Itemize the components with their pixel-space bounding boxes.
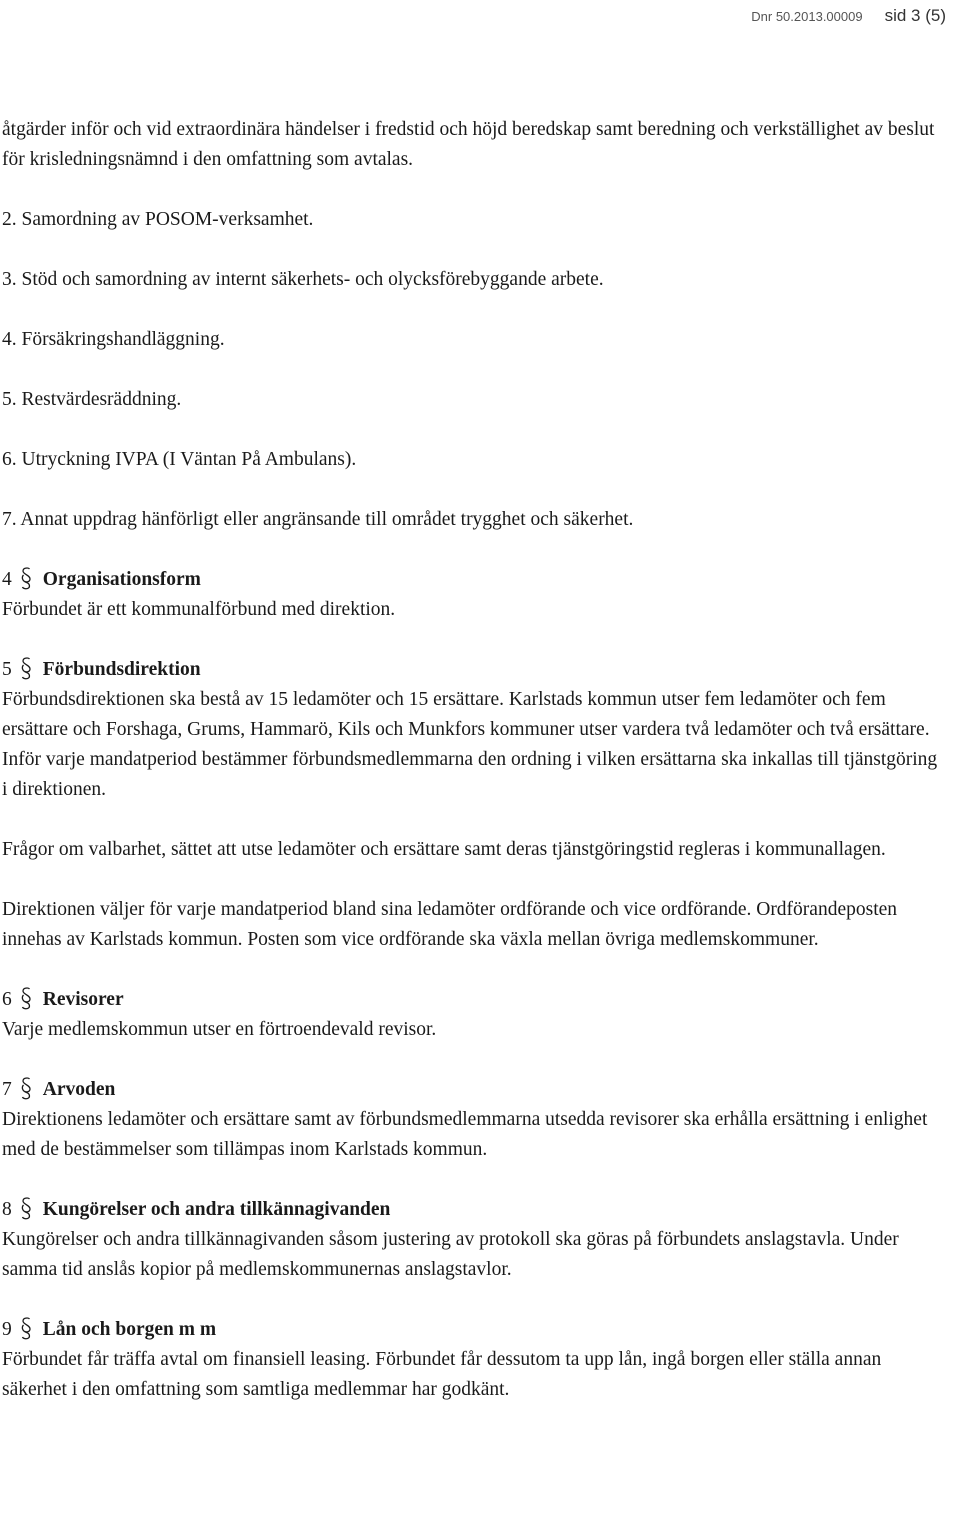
- list-item: 6. Utryckning IVPA (I Väntan På Ambulans).: [2, 449, 357, 470]
- section-text: Frågor om valbarhet, sättet att utse ledamöter och ersättare samt deras tjänstgöringstid regleras i kommunallagen.: [2, 839, 886, 860]
- paragraph-sign-icon: [18, 1076, 35, 1100]
- task-list: [2, 205, 947, 535]
- section-heading: [2, 1075, 947, 1105]
- page-header: [751, 6, 946, 26]
- section-organisationsform: [2, 565, 947, 625]
- list-item: 4. Försäkringshandläggning.: [2, 329, 225, 350]
- section-title: Revisorer: [42, 989, 124, 1010]
- section-heading: [2, 1315, 947, 1345]
- section-text: Kungörelser och andra tillkännagivanden såsom justering av protokoll ska göras på förbundets anslagstavla. Under samma tid anslås kopior på medlemskommunernas anslagstavlor.: [2, 1229, 899, 1280]
- paragraph-sign-icon: [18, 656, 35, 680]
- page-number: sid 3 (5): [884, 6, 946, 25]
- section-heading: [2, 1195, 947, 1225]
- section-text: Direktionens ledamöter och ersättare samt av förbundsmedlemmarna utsedda revisorer ska erhålla ersättning i enlighet med de bestämmelser som tillämpas inom Karlstads kommun.: [2, 1109, 928, 1160]
- list-item: 5. Restvärdesräddning.: [2, 389, 182, 410]
- paragraph-sign-icon: [18, 566, 35, 590]
- section-title: Förbundsdirektion: [42, 659, 201, 680]
- list-item: 2. Samordning av POSOM-verksamhet.: [2, 209, 314, 230]
- section-number: 4: [2, 569, 12, 590]
- paragraph-sign-icon: [18, 1316, 35, 1340]
- section-lan-och-borgen: [2, 1315, 947, 1405]
- section-heading: [2, 985, 947, 1015]
- section-text: Förbundsdirektionen ska bestå av 15 ledamöter och 15 ersättare. Karlstads kommun utser fem ledamöter och fem ersättare och Forshaga, Grums, Hammarö, Kils och Munkfors kommuner utser vardera två ledamöter och två ersättare. Inför varje mandatperiod bestämmer förbundsmedlemmarna den ordning i vilken ersättarna ska inkallas till tjänstgöring i direktionen.: [2, 689, 938, 800]
- list-item: 3. Stöd och samordning av internt säkerhets- och olycksförebyggande arbete.: [2, 269, 604, 290]
- section-title: Organisationsform: [42, 569, 201, 590]
- paragraph-sign-icon: [18, 986, 35, 1010]
- section-text: Varje medlemskommun utser en förtroendevald revisor.: [2, 1019, 437, 1040]
- section-title: Lån och borgen m m: [42, 1319, 217, 1340]
- section-forbundsdirektion: [2, 655, 947, 955]
- section-number: 5: [2, 659, 12, 680]
- section-arvoden: [2, 1075, 947, 1165]
- section-title: Arvoden: [42, 1079, 116, 1100]
- section-title: Kungörelser och andra tillkännagivanden: [42, 1199, 391, 1220]
- paragraph-sign-icon: [18, 1196, 35, 1220]
- section-text: Förbundet är ett kommunalförbund med direktion.: [2, 599, 396, 620]
- section-number: 9: [2, 1319, 12, 1340]
- section-heading: [2, 565, 947, 595]
- section-number: 7: [2, 1079, 12, 1100]
- document-number: Dnr 50.2013.00009: [751, 9, 863, 24]
- section-heading: [2, 655, 947, 685]
- intro-paragraph: åtgärder inför och vid extraordinära händelser i fredstid och höjd beredskap samt beredning och verkställighet av beslut för krisledningsnämnd i den omfattning som avtalas.: [2, 119, 935, 170]
- section-number: 6: [2, 989, 12, 1010]
- section-number: 8: [2, 1199, 12, 1220]
- section-kungorelser: [2, 1195, 947, 1285]
- section-text: Direktionen väljer för varje mandatperiod bland sina ledamöter ordförande och vice ordförande. Ordförandeposten innehas av Karlstads kommun. Posten som vice ordförande ska växla mellan övriga medlemskommuner.: [2, 899, 898, 950]
- section-text: Förbundet får träffa avtal om finansiell leasing. Förbundet får dessutom ta upp lån, ingå borgen eller ställa annan säkerhet i den omfattning som samtliga medlemmar har godkänt.: [2, 1349, 882, 1400]
- document-body: [2, 115, 947, 1405]
- list-item: 7. Annat uppdrag hänförligt eller angränsande till området trygghet och säkerhet.: [2, 509, 634, 530]
- section-revisorer: [2, 985, 947, 1045]
